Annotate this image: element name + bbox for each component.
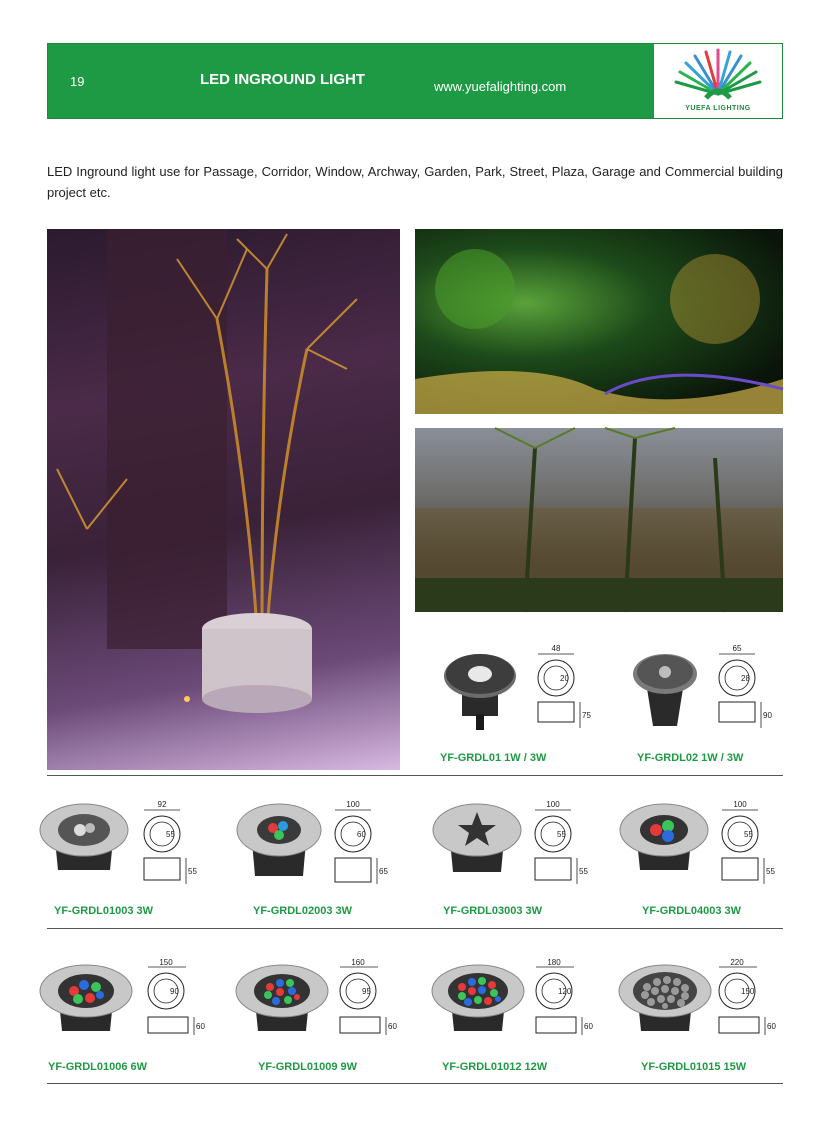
product-image [231,800,327,884]
product-image [429,800,525,880]
page-title: LED INGROUND LIGHT [200,71,365,88]
inner-value: 55 [744,830,753,839]
product-yf-grdl01015 [615,955,795,1080]
width-value: 92 [157,800,167,809]
dimension-diagram [336,959,404,1039]
width-value: 100 [346,800,360,809]
height-value: 55 [579,867,588,876]
inner-value: 60 [357,830,366,839]
product-label: YF-GRDL01003 3W [54,905,154,917]
product-yf-grdl02003 [225,795,415,925]
website-url: www.yuefalighting.com [434,79,567,94]
width-value: 100 [733,800,747,809]
divider [47,928,783,929]
product-yf-grdl01009 [232,955,422,1080]
inner-value: 28 [741,674,750,683]
height-value: 90 [763,711,772,720]
height-value: 55 [188,867,197,876]
divider [47,775,783,776]
height-value: 75 [582,711,591,720]
dimension-diagram [529,800,597,890]
dimension-diagram [713,644,779,734]
width-value: 48 [551,644,561,653]
product-image [36,800,132,880]
product-image [38,961,134,1039]
dimension-diagram [716,800,782,890]
height-value: 60 [388,1022,397,1031]
product-yf-grdl01003 [30,795,220,925]
inner-value: 150 [741,987,755,996]
product-image [616,800,712,880]
product-label: YF-GRDL03003 3W [443,905,543,917]
product-label: YF-GRDL04003 3W [642,905,742,917]
width-value: 220 [730,958,744,967]
inner-value: 90 [170,987,179,996]
product-label: YF-GRDL01015 15W [641,1061,747,1073]
width-value: 180 [547,958,561,967]
inner-value: 120 [558,987,572,996]
product-image [617,961,713,1039]
height-value: 60 [767,1022,776,1031]
dimension-diagram [138,800,206,890]
height-value: 60 [584,1022,593,1031]
dimension-diagram [530,644,590,734]
height-value: 65 [379,867,388,876]
product-yf-grdl02 [615,640,783,770]
product-label: YF-GRDL01 1W / 3W [440,752,547,764]
product-label: YF-GRDL01006 6W [48,1061,148,1073]
dimension-diagram [715,959,783,1039]
logo-rays-icon [656,46,780,108]
product-image [440,646,520,732]
page-header [47,43,783,119]
inner-value: 95 [362,987,371,996]
product-image [234,961,330,1039]
logo-text: YUEFA LIGHTING [685,105,751,112]
height-value: 60 [196,1022,205,1031]
product-yf-grdl04003 [612,795,792,925]
width-value: 65 [732,644,742,653]
photo-garden-night [415,229,783,414]
product-label: YF-GRDL02 1W / 3W [637,752,744,764]
dimension-diagram [532,959,600,1039]
intro-paragraph: LED Inground light use for Passage, Corridor, Window, Archway, Garden, Park, Street, Plaza, Garage and Commercial building project etc. [47,164,783,200]
photo-planter-uplight [47,229,400,770]
inner-value: 20 [560,674,569,683]
product-yf-grdl03003 [425,795,615,925]
product-yf-grdl01 [430,640,600,770]
divider [47,1083,783,1084]
inner-value: 55 [166,830,175,839]
dimension-diagram [144,959,212,1039]
dimension-diagram [329,800,397,890]
width-value: 160 [351,958,365,967]
brand-logo [656,46,780,116]
header-band [48,44,654,118]
product-yf-grdl01012 [428,955,618,1080]
product-label: YF-GRDL02003 3W [253,905,353,917]
product-image [430,961,526,1039]
product-label: YF-GRDL01009 9W [258,1061,358,1073]
inner-value: 55 [557,830,566,839]
width-value: 150 [159,958,173,967]
page-number: 19 [70,74,85,89]
height-value: 55 [766,867,775,876]
product-label: YF-GRDL01012 12W [442,1061,548,1073]
width-value: 100 [546,800,560,809]
photo-wall-palms [415,428,783,612]
product-yf-grdl01006 [36,955,226,1080]
product-image [625,646,705,732]
